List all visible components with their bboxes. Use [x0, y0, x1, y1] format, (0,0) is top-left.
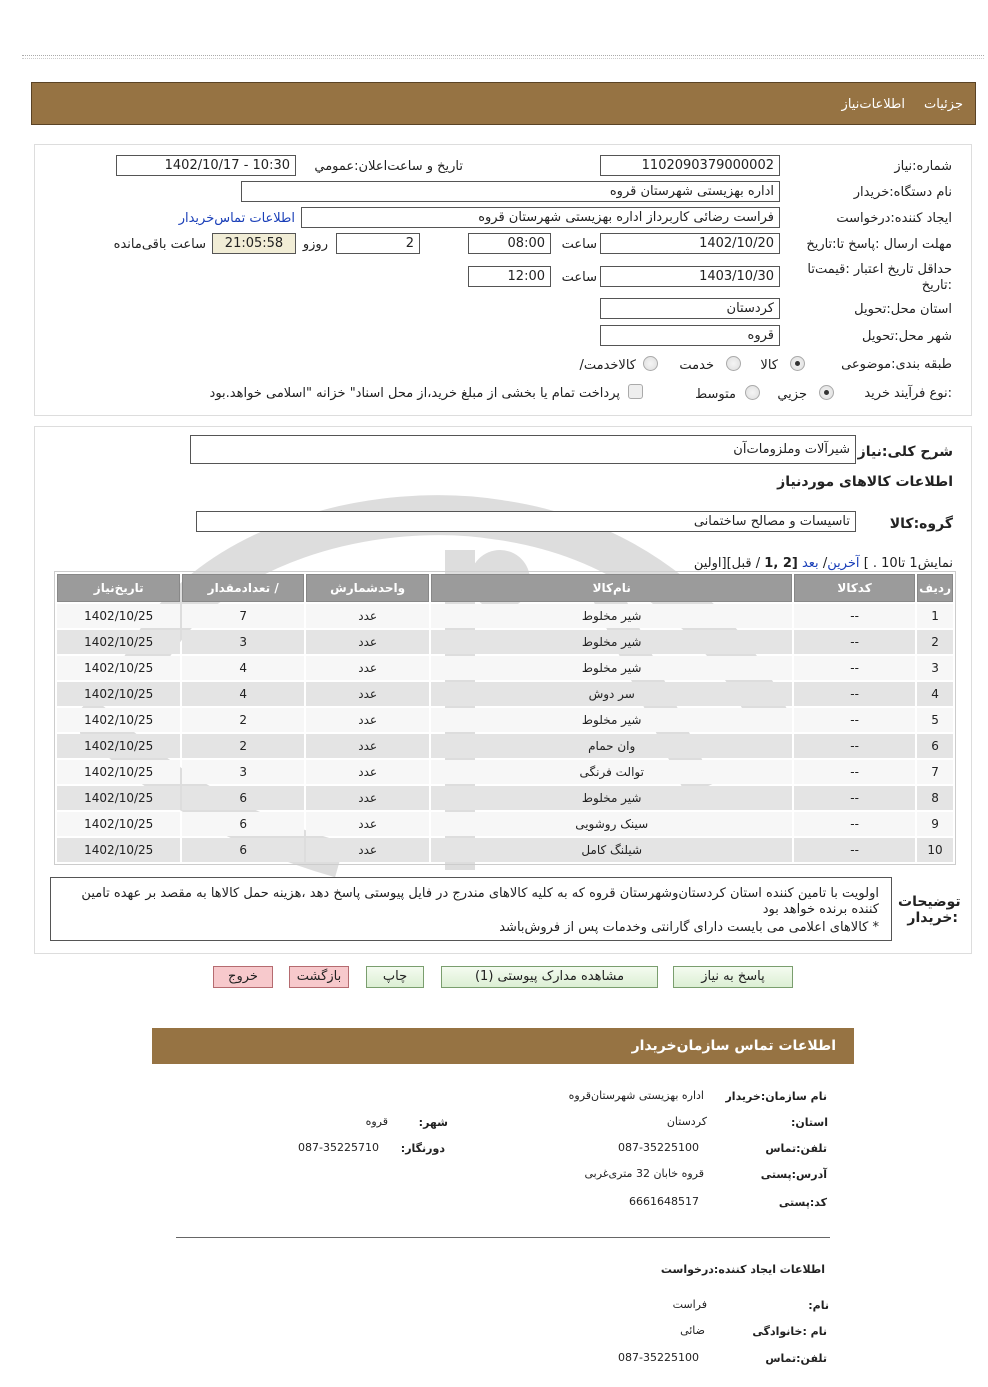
item-name-cell: شیر مخلوط [431, 604, 792, 628]
validity-time-field: 12:00 [468, 266, 551, 287]
quantity-cell: 6 [182, 786, 303, 810]
item-name-cell: شیر مخلوط [431, 786, 792, 810]
buyer-field: اداره بهزیستی شهرستان قروه [241, 181, 780, 202]
back-button[interactable]: بازگشت [289, 966, 349, 988]
quantity-cell: 6 [182, 812, 303, 836]
col-name-header: نام‌کالا [431, 574, 792, 602]
row-number-cell: 5 [917, 708, 953, 732]
item-name-cell: شیر مخلوط [431, 630, 792, 654]
unit-cell: عدد [306, 838, 430, 862]
item-code-cell: -- [794, 786, 915, 810]
contact-fax-value: 087-35225710 [298, 1141, 379, 1154]
pager-next-link[interactable]: بعد [801, 556, 819, 571]
buyer-label: نام دستگاه:خریدار [853, 185, 952, 200]
item-code-cell: -- [794, 656, 915, 680]
treasury-payment-note: پرداخت تمام یا بخشی از مبلغ خرید،از محل اسناد" خزانه "اسلامی خواهد.بود [209, 386, 620, 401]
need-date-cell: 1402/10/25 [57, 682, 180, 706]
pager-last-link[interactable]: آخرین [827, 556, 860, 571]
pager-sep: / [822, 556, 828, 571]
item-code-cell: -- [794, 838, 915, 862]
category-service-label: خدمت [679, 358, 714, 373]
item-code-cell: -- [794, 708, 915, 732]
creator-name-value: فراست [672, 1298, 707, 1311]
table-row [57, 656, 953, 680]
table-row [57, 760, 953, 784]
buyer-notes-box [50, 877, 892, 941]
col-code-header: کدکالا [794, 574, 915, 602]
creator-family-value: ضائی [680, 1324, 705, 1337]
exit-button[interactable]: خروج [213, 966, 273, 988]
summary-field: شیرآلات وملزومات‌آن [190, 435, 856, 464]
contact-province-value: کردستان [666, 1115, 707, 1128]
buyer-contact-link[interactable]: اطلاعات تماس‌خریدار [178, 211, 295, 226]
province-label: استان محل:تحویل [854, 302, 952, 317]
unit-cell: عدد [306, 734, 430, 758]
validity-hour-label: ساعت [561, 270, 597, 285]
province-field: کردستان [600, 298, 780, 319]
need-date-cell: 1402/10/25 [57, 838, 180, 862]
announce-field: 1402/10/17 - 10:30 [116, 155, 296, 176]
validity-date-field: 1403/10/30 [600, 266, 780, 287]
item-code-cell: -- [794, 604, 915, 628]
unit-cell: عدد [306, 786, 430, 810]
col-row-header: ردیف [917, 574, 953, 602]
creator-phone-value: 087-35225100 [618, 1351, 699, 1364]
buyer-notes-line1: اولویت با تامین کننده استان کردستان‌وشهرستان قروه که به کلیه کالاهای مندرج در فایل پیوستی پاسخ دهد ،هزینه حمل کالاها به مقصد بر عهده تامین کننده برنده خواهد بود [81, 886, 879, 917]
days-label: روزو [302, 237, 328, 252]
view-attachments-button[interactable]: مشاهده مدارک پیوستی (1) [441, 966, 658, 988]
unit-cell: عدد [306, 630, 430, 654]
quantity-cell: 4 [182, 656, 303, 680]
process-medium-label: متوسط [695, 387, 736, 402]
creator-family-label: نام :خانوادگی [752, 1325, 827, 1338]
category-goods-label: کالا [760, 358, 778, 373]
days-field: 2 [336, 233, 420, 254]
item-code-cell: -- [794, 630, 915, 654]
pager-pages[interactable]: [2 ,1 [764, 556, 798, 571]
item-name-cell: توالت فرنگی [431, 760, 792, 784]
table-row [57, 682, 953, 706]
row-number-cell: 9 [917, 812, 953, 836]
quantity-cell: 2 [182, 734, 303, 758]
deadline-time-field: 08:00 [468, 233, 551, 254]
pager [694, 556, 953, 571]
quantity-cell: 3 [182, 760, 303, 784]
need-date-cell: 1402/10/25 [57, 786, 180, 810]
table-row [57, 786, 953, 810]
contact-phone-value: 087-35225100 [618, 1141, 699, 1154]
city-field: قروه [600, 325, 780, 346]
pager-tail[interactable]: / قبل][اولین [693, 556, 761, 571]
need-date-cell: 1402/10/25 [57, 760, 180, 784]
item-code-cell: -- [794, 734, 915, 758]
item-name-cell: شیر مخلوط [431, 708, 792, 732]
buyer-notes-line2: * کالاهای اعلامی می بایست دارای گارانتی وخدمات پس از فروش‌باشد [499, 920, 879, 935]
remaining-time-field: 21:05:58 [212, 233, 296, 254]
contact-phone-label: تلفن:تماس [765, 1142, 827, 1155]
need-number-label: شماره:نیاز [894, 159, 952, 174]
process-medium-radio[interactable] [745, 385, 760, 400]
unit-cell: عدد [306, 604, 430, 628]
category-label: طبقه بندی:موضوعی [841, 357, 952, 372]
need-date-cell: 1402/10/25 [57, 630, 180, 654]
table-row [57, 838, 953, 862]
item-name-cell: وان حمام [431, 734, 792, 758]
deadline-label: مهلت ارسال :پاسخ تا:تاریخ [806, 237, 952, 252]
summary-label: شرح کلی:نیاز [857, 444, 953, 460]
contact-title: اطلاعات تماس سازمان‌خریدار [631, 1038, 836, 1054]
group-label: گروه:کالا [889, 516, 953, 532]
item-name-cell: سر دوش [431, 682, 792, 706]
unit-cell: عدد [306, 656, 430, 680]
need-date-cell: 1402/10/25 [57, 812, 180, 836]
creator-phone-label: تلفن:تماس [765, 1352, 827, 1365]
tab-need-info[interactable]: اطلاعات‌نیاز [841, 97, 905, 112]
table-row [57, 630, 953, 654]
item-name-cell: شیلنگ کامل [431, 838, 792, 862]
unit-cell: عدد [306, 682, 430, 706]
quantity-cell: 3 [182, 630, 303, 654]
quantity-cell: 4 [182, 682, 303, 706]
need-date-cell: 1402/10/25 [57, 656, 180, 680]
deadline-date-field: 1402/10/20 [600, 233, 780, 254]
creator-info-title: اطلاعات ایجاد کننده:درخواست [660, 1263, 825, 1276]
print-button[interactable]: چاپ [366, 966, 424, 988]
top-divider [22, 55, 984, 56]
table-row [57, 604, 953, 628]
contact-divider [176, 1237, 830, 1238]
creator-label: ایجاد کننده:درخواست [836, 211, 952, 226]
row-number-cell: 10 [917, 838, 953, 862]
announce-label: تاریخ و ساعت‌اعلان:عمومي [314, 159, 463, 174]
quantity-cell: 7 [182, 604, 303, 628]
contact-city-label: :شهر [418, 1116, 448, 1129]
unit-cell: عدد [306, 708, 430, 732]
org-label: نام سازمان:خریدار [725, 1090, 827, 1103]
header-bar [31, 82, 976, 125]
item-name-cell: سینک روشویی [431, 812, 792, 836]
creator-name-label: :نام [808, 1299, 829, 1312]
row-number-cell: 8 [917, 786, 953, 810]
category-both-label: /کالاخدمت [579, 358, 636, 373]
contact-fax-label: :دورنگار [400, 1142, 445, 1155]
process-partial-radio[interactable] [819, 385, 834, 400]
process-buy-label: خرید [864, 386, 890, 401]
top-divider-2 [22, 58, 984, 59]
table-row [57, 734, 953, 758]
quantity-cell: 6 [182, 838, 303, 862]
quantity-cell: 2 [182, 708, 303, 732]
unit-cell: عدد [306, 760, 430, 784]
process-label: نوع فرآیند: [894, 386, 952, 401]
reply-button[interactable]: پاسخ به نیاز [673, 966, 793, 988]
contact-postal-label: کد:پستی [778, 1196, 827, 1209]
row-number-cell: 2 [917, 630, 953, 654]
group-field: تاسیسات و مصالح ساختمانی [196, 511, 856, 532]
creator-field: فراست رضائی کاربرداز اداره بهزیستی شهرستان قروه [301, 207, 780, 228]
table-row [57, 812, 953, 836]
row-number-cell: 7 [917, 760, 953, 784]
treasury-payment-checkbox[interactable] [628, 384, 643, 399]
contact-postal-value: 6661648517 [629, 1195, 699, 1208]
table-row [57, 708, 953, 732]
need-date-cell: 1402/10/25 [57, 604, 180, 628]
col-date-header: تاریخ‌نیاز [57, 574, 180, 602]
col-qty-header: / تعدادمقدار [182, 574, 303, 602]
category-service-radio[interactable] [726, 356, 741, 371]
need-date-cell: 1402/10/25 [57, 708, 180, 732]
row-number-cell: 1 [917, 604, 953, 628]
org-value: اداره بهزیستی شهرستان‌قروه [568, 1089, 704, 1102]
deadline-hour-label: ساعت [561, 237, 597, 252]
need-date-cell: 1402/10/25 [57, 734, 180, 758]
goods-table [54, 571, 956, 865]
item-name-cell: شیر مخلوط [431, 656, 792, 680]
item-code-cell: -- [794, 812, 915, 836]
goods-table-header [57, 574, 953, 602]
validity-label: حداقل تاریخ اعتبار :قیمت‌تا تاریخ: [807, 262, 952, 293]
process-partial-label: جزیي [777, 387, 807, 402]
goods-info-title: اطلاعات کالاهای موردنیاز [777, 474, 953, 490]
need-number-field: 1102090379000002 [600, 155, 780, 176]
contact-header-bar [152, 1028, 854, 1064]
row-number-cell: 3 [917, 656, 953, 680]
contact-address-label: آدرس:پستی [760, 1168, 827, 1181]
item-code-cell: -- [794, 760, 915, 784]
row-number-cell: 6 [917, 734, 953, 758]
city-label: شهر محل:تحویل [862, 329, 952, 344]
col-unit-header: واحدشمارش [306, 574, 430, 602]
category-goods-radio[interactable] [790, 356, 805, 371]
buyer-notes-label: توضیحات :خریدار [898, 894, 961, 926]
contact-address-value: قروه خابان 32 متری‌غربی [584, 1167, 704, 1180]
unit-cell: عدد [306, 812, 430, 836]
contact-province-label: :استان [790, 1116, 828, 1129]
category-both-radio[interactable] [643, 356, 658, 371]
contact-city-value: قروه [365, 1115, 388, 1128]
item-code-cell: -- [794, 682, 915, 706]
row-number-cell: 4 [917, 682, 953, 706]
tab-details[interactable]: جزئیات [924, 97, 963, 112]
pager-show: نمایش1 تا10 . ] [863, 556, 953, 571]
remaining-label: ساعت باقی‌مانده [113, 237, 206, 252]
